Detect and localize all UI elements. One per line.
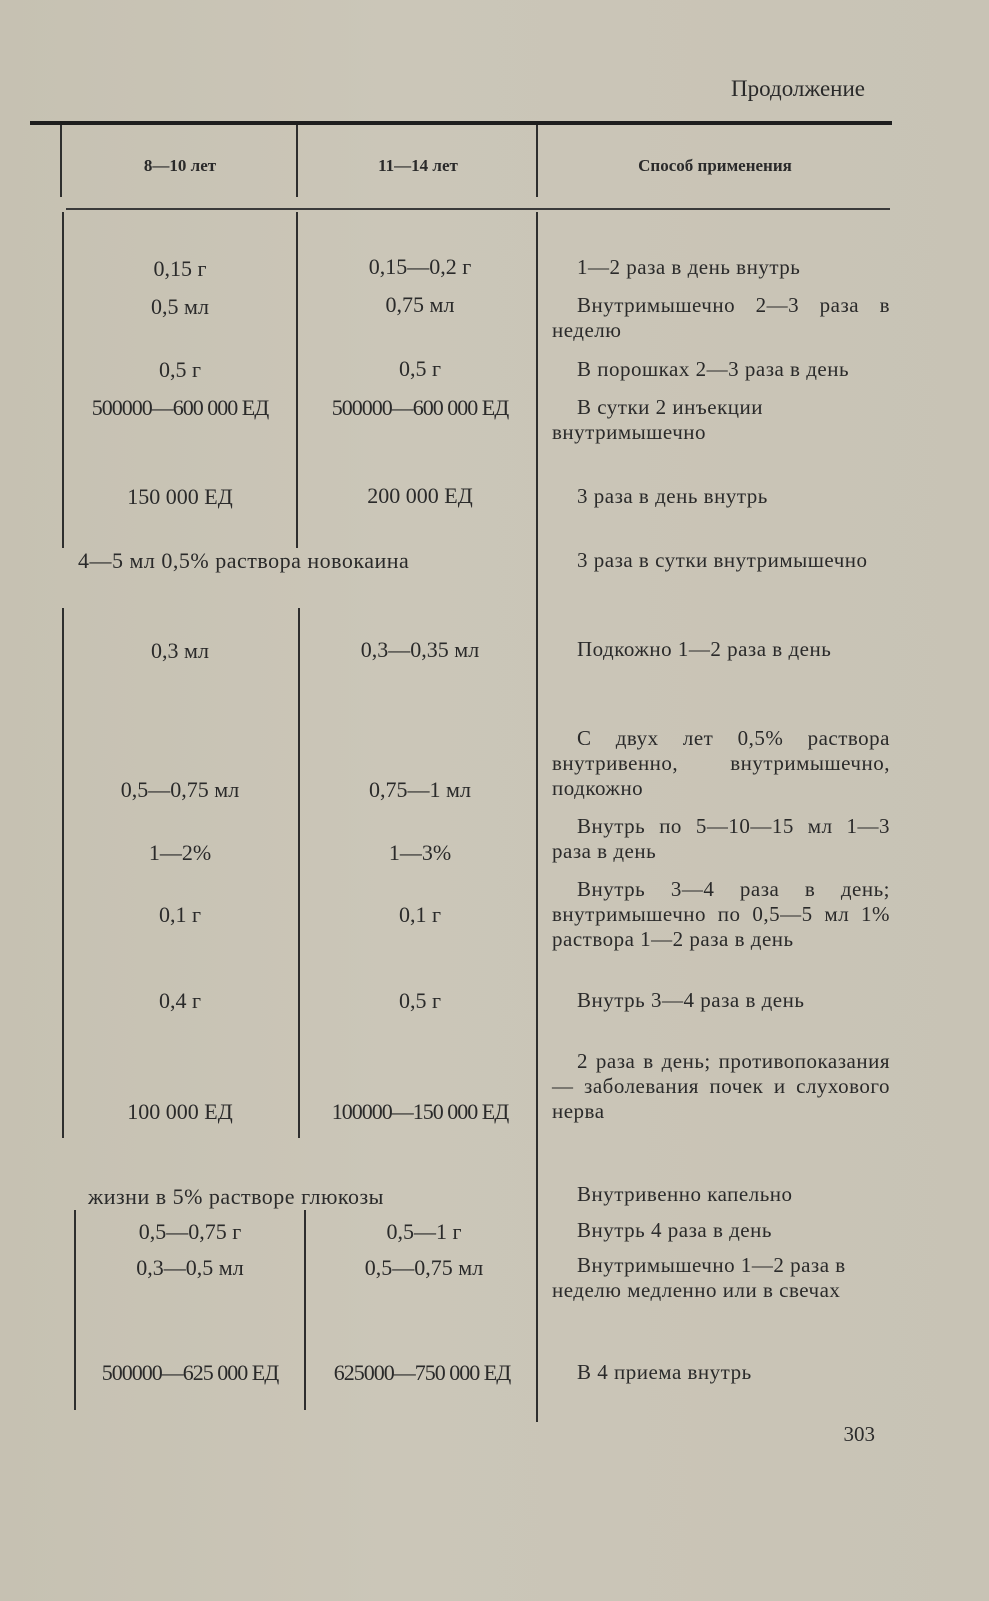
col-divider	[298, 608, 300, 1138]
row-14-age-11-14: 0,5—0,75 мл	[364, 1255, 484, 1280]
row-2-age-8-10: 0,5 г	[158, 357, 202, 382]
row-3-age-11-14: 500000—600 000 ЕД	[331, 395, 509, 420]
row-1-age-11-14: 0,75 мл	[385, 292, 455, 317]
row-13-age-8-10: 0,5—0,75 г	[138, 1219, 242, 1244]
row-8-age-11-14: 1—3%	[388, 840, 452, 865]
row-14-method: Внутримышечно 1—2 раза в неделю медленно или в свечах	[552, 1253, 846, 1302]
row-15-method: В 4 приема внутрь	[577, 1360, 752, 1384]
row-13-age-11-14: 0,5—1 г	[386, 1219, 462, 1244]
row-11-age-11-14: 100000—150 000 ЕД	[331, 1099, 509, 1124]
row-15-age-8-10: 500000—625 000 ЕД	[101, 1360, 279, 1385]
row-0-method: 1—2 раза в день внутрь	[577, 255, 801, 279]
row-4-method: 3 раза в день внутрь	[577, 484, 768, 508]
row-7-age-11-14: 0,75—1 мл	[369, 777, 471, 802]
col-divider	[60, 125, 62, 197]
row-10-method: Внутрь 3—4 раза в день	[577, 988, 805, 1012]
table-header-rule	[66, 208, 890, 210]
row-9-method: Внутрь 3—4 раза в день; внутримышечно по 0,5—5 мл 1% раствора 1—2 раза в день	[552, 877, 890, 951]
row-2-age-11-14: 0,5 г	[398, 356, 442, 381]
row-10-age-11-14: 0,5 г	[398, 988, 442, 1013]
col-divider	[62, 608, 64, 1138]
row-1-age-8-10: 0,5 мл	[151, 294, 209, 319]
row-5-span: 4—5 мл 0,5% раствора новокаина	[78, 548, 410, 573]
row-10-age-8-10: 0,4 г	[158, 988, 202, 1013]
row-7-age-8-10: 0,5—0,75 мл	[120, 777, 240, 802]
row-5-method: 3 раза в сутки внутримышечно	[577, 548, 868, 572]
row-3-method: В сутки 2 инъекции внутримышечно	[552, 395, 763, 444]
row-9-age-11-14: 0,1 г	[398, 902, 442, 927]
row-8-method: Внутрь по 5—10—15 мл 1—3 раза в день	[552, 814, 890, 863]
row-2-method: В порошках 2—3 раза в день	[577, 357, 850, 381]
row-6-age-11-14: 0,3—0,35 мл	[360, 637, 480, 662]
row-1-method: Внутримышечно 2—3 раза в неделю	[552, 293, 890, 342]
continuation-label: Продолжение	[731, 76, 865, 101]
row-15-age-11-14: 625000—750 000 ЕД	[333, 1360, 511, 1385]
row-12-method: Внутривенно капельно	[577, 1182, 793, 1206]
row-0-age-11-14: 0,15—0,2 г	[368, 254, 472, 279]
row-13-method: Внутрь 4 раза в день	[577, 1218, 772, 1242]
row-4-age-11-14: 200 000 ЕД	[367, 483, 473, 508]
col-divider	[296, 125, 298, 197]
page-number: 303	[843, 1422, 875, 1446]
col-divider	[536, 125, 538, 197]
header-age-11-14: 11—14 лет	[378, 156, 458, 175]
row-14-age-8-10: 0,3—0,5 мл	[136, 1255, 244, 1280]
row-6-age-8-10: 0,3 мл	[151, 638, 209, 663]
row-4-age-8-10: 150 000 ЕД	[127, 484, 233, 509]
header-method: Способ применения	[638, 156, 792, 175]
row-3-age-8-10: 500000—600 000 ЕД	[91, 395, 269, 420]
row-8-age-8-10: 1—2%	[148, 840, 212, 865]
header-age-8-10: 8—10 лет	[143, 156, 217, 175]
row-6-method: Подкожно 1—2 раза в день	[577, 637, 832, 661]
row-11-method: 2 раза в день; противопоказания — заболевания почек и слухового нерва	[552, 1049, 890, 1123]
row-0-age-8-10: 0,15 г	[153, 256, 207, 281]
table-top-rule	[30, 121, 892, 125]
row-11-age-8-10: 100 000 ЕД	[127, 1099, 233, 1124]
row-7-method: С двух лет 0,5% раствора внутривенно, внутримышечно, подкожно	[552, 726, 890, 800]
row-9-age-8-10: 0,1 г	[158, 902, 202, 927]
row-12-span: жизни в 5% растворе глюкозы	[88, 1184, 384, 1209]
